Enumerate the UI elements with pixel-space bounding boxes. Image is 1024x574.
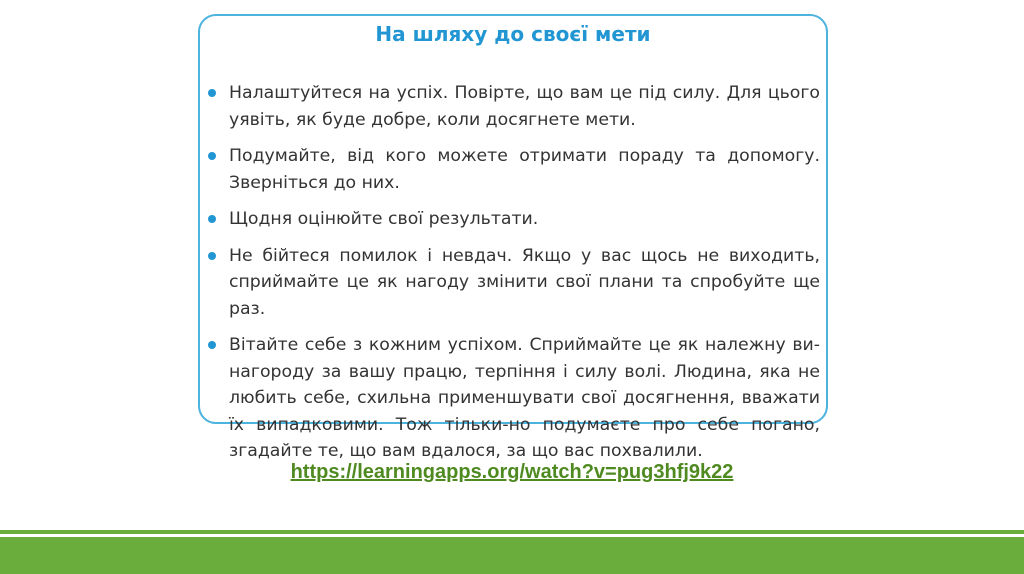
tip-text: Не бійтеся помилок і невдач. Якщо у вас щось не виходить, сприймайте це як нагоду змінити свої плани та спробуйте ще раз. — [229, 245, 820, 319]
list-item — [206, 332, 820, 465]
footer-divider — [0, 530, 1024, 534]
tip-text: Щодня оцінюйте свої результати. — [229, 209, 539, 229]
card-title: На шляху до своєї мети — [375, 22, 651, 46]
list-item — [206, 243, 820, 323]
learningapps-link[interactable]: https://learningapps.org/watch?v=pug3hfj9k22 — [290, 461, 734, 483]
footer-bar — [0, 537, 1024, 574]
bullet-dot-icon — [208, 152, 216, 160]
bullet-dot-icon — [208, 252, 216, 260]
bullet-dot-icon — [208, 215, 216, 223]
list-item — [206, 206, 820, 233]
tips-list — [206, 80, 820, 465]
tip-text: Вітайте себе з кожним успіхом. Сприймайте це як належну винагороду за вашу працю, терпіння і силу волі. Людина, яка не любить себе, схильна применшувати свої досягнення, вважати їх випадковими. Тож тільки-но подумаєте про себе погано, згадайте те, що вам вдалося, за що вас похвалили. — [229, 335, 820, 461]
list-item — [206, 143, 820, 196]
tip-text: Подумайте, від кого можете отримати пораду та допомогу. Зверніться до них. — [229, 146, 820, 193]
bullet-dot-icon — [208, 89, 216, 97]
list-item — [206, 80, 820, 133]
tip-text: Налаштуйтеся на успіх. Повірте, що вам це під силу. Для цього уявіть, як буде добре, коли досягнете мети. — [229, 83, 820, 130]
tips-card — [198, 14, 828, 461]
bullet-dot-icon — [208, 341, 216, 349]
